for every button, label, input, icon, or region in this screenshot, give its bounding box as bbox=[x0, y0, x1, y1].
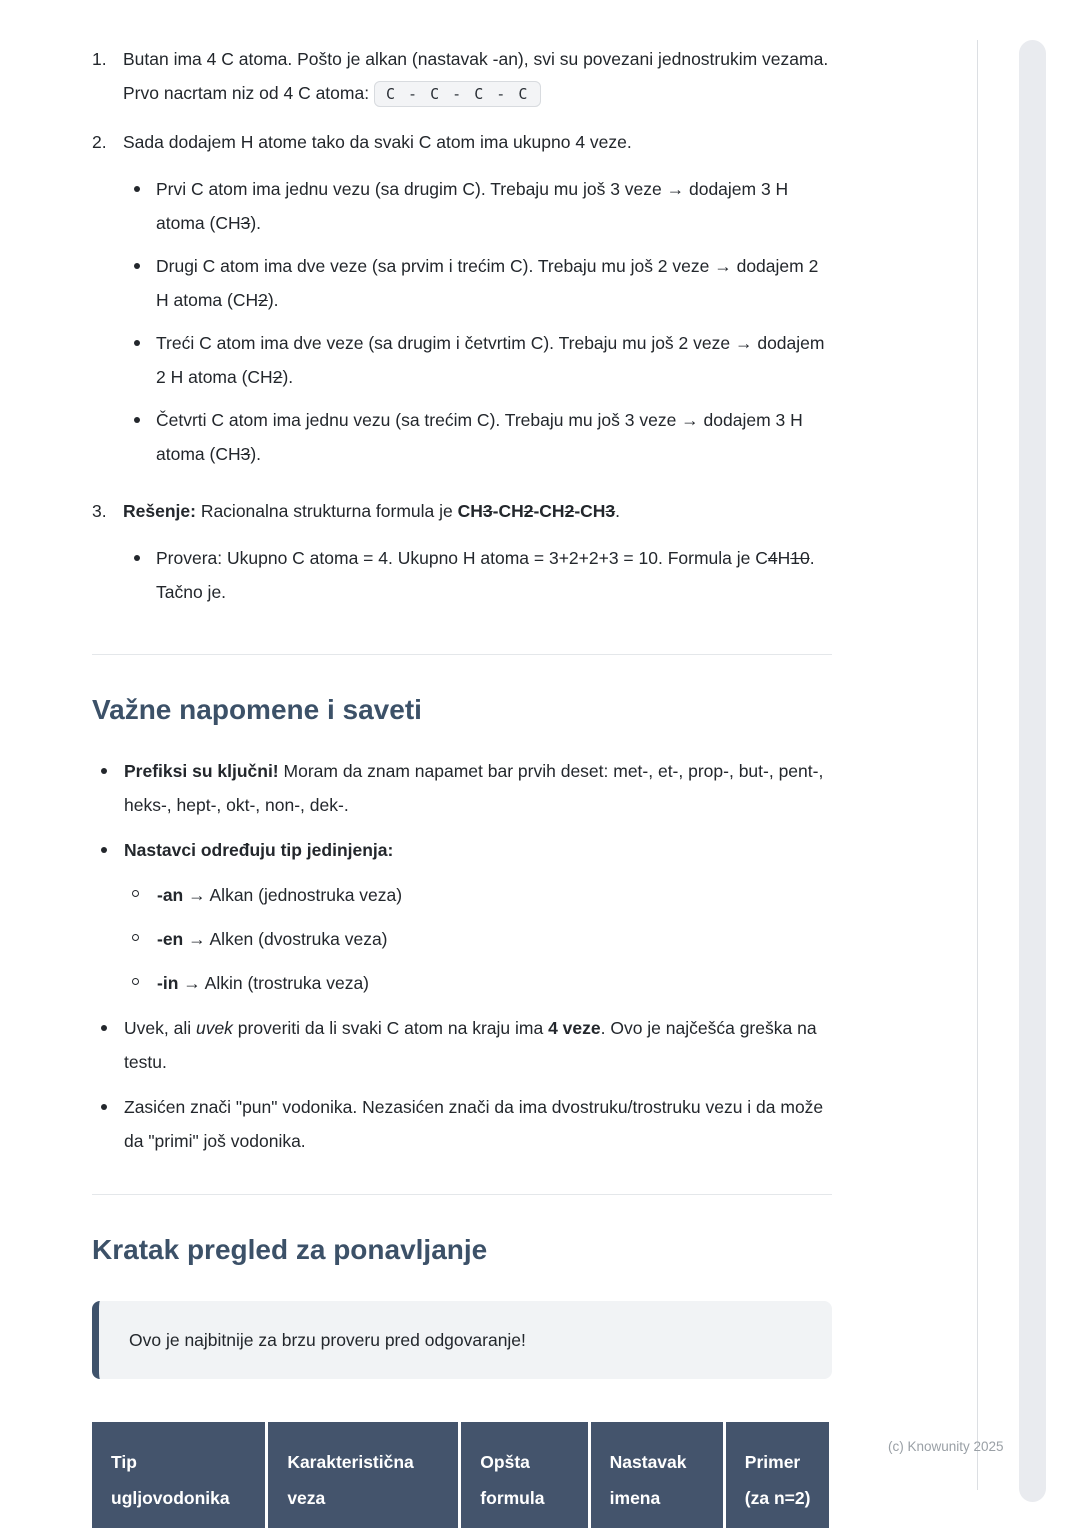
section-divider bbox=[92, 1194, 832, 1195]
step-text: Rešenje: Racionalna strukturna formula je CH3-CH2-CH2-CH3. bbox=[123, 501, 621, 521]
document-content bbox=[92, 42, 832, 1528]
bullet-item: Četvrti C atom ima jednu vezu (sa trećim C). Trebaju mu još 3 veze → dodajem 3 H atoma (CH3). bbox=[123, 403, 832, 471]
callout bbox=[92, 1301, 832, 1379]
bullet-item: Provera: Ukupno C atoma = 4. Ukupno H atoma = 3+2+2+3 = 10. Formula je C4H10. Tačno je. bbox=[123, 541, 832, 609]
ordered-list-item bbox=[92, 42, 832, 111]
ordered-list-item bbox=[92, 125, 832, 480]
bullet-item: Prefiksi su ključni! Moram da znam napamet bar prvih deset: met-, et-, prop-, but-, pent-, heks-, hept-, okt-, non-, dek-. bbox=[92, 754, 832, 822]
bullet-item bbox=[92, 833, 832, 1000]
list-marker: 1. bbox=[92, 49, 107, 69]
sub-bullet-item: -an → Alkan (jednostruka veza) bbox=[124, 878, 832, 912]
section-divider bbox=[92, 654, 832, 655]
bullet-text: Nastavci određuju tip jedinjenja: bbox=[124, 840, 394, 860]
sub-bullet-item: -in → Alkin (trostruka veza) bbox=[124, 966, 832, 1000]
step-text: Butan ima 4 C atoma. Pošto je alkan (nastavak -an), svi su povezani jednostrukim vezama. Prvo nacrtam niz od 4 C atoma: C - C - C - C bbox=[123, 42, 832, 111]
step-text: Sada dodajem H atome tako da svaki C atom ima ukupno 4 veze. bbox=[123, 132, 632, 152]
watermark-credit: (c) Knowunity 2025 bbox=[888, 1439, 1004, 1454]
page-boundary-line bbox=[977, 40, 978, 1490]
table-header-row bbox=[92, 1422, 829, 1528]
bullet-item: Treći C atom ima dve veze (sa drugim i četvrtim C). Trebaju mu još 2 veze → dodajem 2 H atoma (CH2). bbox=[123, 326, 832, 394]
table-header-cell: Primer (za n=2) bbox=[726, 1422, 829, 1528]
review-table bbox=[89, 1419, 832, 1528]
table-header-cell: Tip ugljovodonika bbox=[92, 1422, 265, 1528]
section-heading-review: Kratak pregled za ponavljanje bbox=[92, 1234, 488, 1265]
section-heading-notes: Važne napomene i saveti bbox=[92, 694, 422, 725]
sub-bullet-item: -en → Alken (dvostruka veza) bbox=[124, 922, 832, 956]
callout-text: Ovo je najbitnije za brzu proveru pred odgovaranje! bbox=[129, 1330, 526, 1350]
bullet-item: Uvek, ali uvek proveriti da li svaki C atom na kraju ima 4 veze. Ovo je najčešća greška na testu. bbox=[92, 1011, 832, 1079]
bullet-item: Prvi C atom ima jednu vezu (sa drugim C). Trebaju mu još 3 veze → dodajem 3 H atoma (CH3). bbox=[123, 172, 832, 240]
list-marker: 2. bbox=[92, 132, 107, 152]
bullet-item: Zasićen znači "pun" vodonika. Nezasićen znači da ima dvostruku/trostruku vezu i da može da "primi" još vodonika. bbox=[92, 1090, 832, 1158]
ordered-list-item bbox=[92, 494, 832, 618]
scrollbar-thumb[interactable] bbox=[1019, 40, 1046, 1502]
table-header-cell: Opšta formula bbox=[461, 1422, 587, 1528]
bullet-item: Drugi C atom ima dve veze (sa prvim i trećim C). Trebaju mu još 2 veze → dodajem 2 H atoma (CH2). bbox=[123, 249, 832, 317]
list-marker: 3. bbox=[92, 501, 107, 521]
table-header-cell: Karakteristična veza bbox=[268, 1422, 458, 1528]
table-header-cell: Nastavak imena bbox=[591, 1422, 723, 1528]
